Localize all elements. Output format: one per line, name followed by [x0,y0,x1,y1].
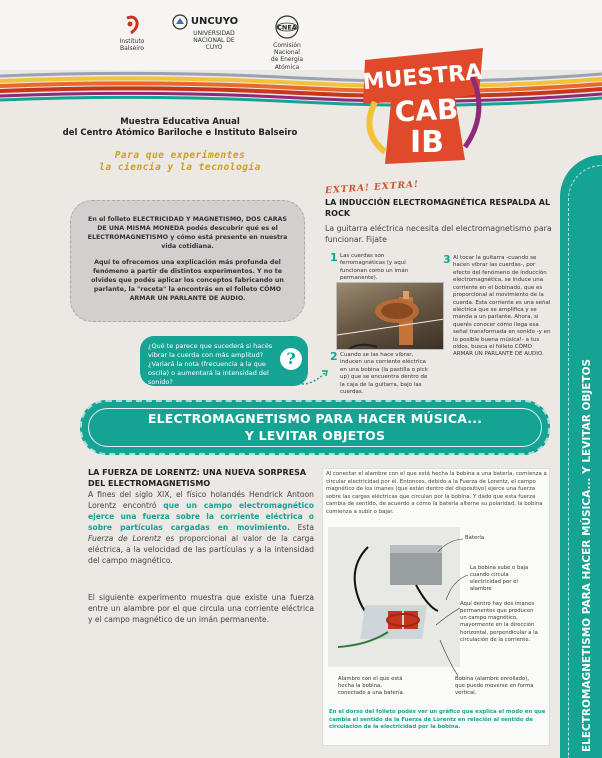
banner-line-2: Y LEVITAR OBJETOS [244,427,386,443]
uncuyo-line1: UNIVERSIDAD [193,30,235,37]
uncuyo-seal-icon [172,14,188,30]
instituto-balseiro-logo [112,14,152,52]
label-alambre: Alambre con el que está hecha la bobina, conectado a una batería. [338,676,405,697]
tagline [60,150,300,175]
ib-logo-line1: Instituto [119,38,145,45]
step-2-text: Cuando se las hace vibrar, inducen una corriente eléctrica en una bobina (la pastilla o pick up) que se encuentra dentro de la caja de la guitarra, bajo las cuerdas. [340,352,428,396]
extra-subtitle: La guitarra eléctrica necesita del electromagnetismo para funcionar. Fijate [325,224,552,244]
question-text: ¿Qué te parece que sucederá si hacés vibrar la cuerda con más amplitud? ¿Variará la nota (frecuencia a la que oscila) o aumentará la intensidad del sonido? [148,342,273,387]
lorentz-body-c: es proporcional al valor de la carga eléctrica, a la velocidad de las partículas y a la intensidad del campo magnético. [88,534,314,565]
uncuyo-name: UNCUYO [190,16,239,27]
muestra-cabib-logo [355,42,490,167]
lorentz-body-b: Esta [289,523,314,532]
section-banner-inner [88,408,542,447]
cnea-atom-icon [274,14,300,40]
step-3-number: 3 [443,253,451,266]
muestra-logo-line1: MUESTRA [361,59,484,96]
event-subtitle [60,117,300,140]
lorentz-title: LA FUERZA DE LORENTZ: UNA NUEVA SORPRESA DEL ELECTROMAGNETISMO [88,468,307,488]
guitar-step-2 [330,350,432,397]
guitar-step-1 [330,251,416,283]
subtitle-line1: Muestra Educativa Anual [120,117,240,127]
dotted-arrow-icon [300,368,330,388]
label-leader-lines [418,530,478,680]
label-imanes: Aquí dentro hay dos imanes permanentes que producen un campo magnético, mayormente en la dirección horizontal, perpendicular a la circulación de la corriente. [460,601,538,643]
decorative-stripes [0,70,602,108]
section-banner [80,400,550,455]
tagline-line2: la ciencia y la tecnología [99,162,261,174]
intro-paragraph-1: En el folleto ELECTRICIDAD Y MAGNETISMO, DOS CARAS DE UNA MISMA MONEDA podés descubrir qué es el ELECTROMAGNETISMO y cómo está presente en nuestra vida cotidiana. [87,216,288,251]
banner-line-1: ELECTROMAGNETISMO PARA HACER MÚSICA... [147,410,483,426]
intro-box [70,200,305,322]
step-1-number: 1 [330,251,338,264]
header [0,0,602,70]
tagline-line1: Para que experimentes [114,150,246,161]
lorentz-italic: Fuerza de Lorentz [88,534,161,543]
subtitle-line2: del Centro Atómico Bariloche e Instituto Balseiro [62,128,298,139]
muestra-logo-line3: IB [409,125,445,160]
side-band-text: ELECTROMAGNETISMO PARA HACER MÚSICA... Y LEVITAR OBJETOS [581,358,593,752]
cnea-line2: de Energía Atómica [270,56,304,71]
uncuyo-logo [170,14,240,52]
guitar-pickup-photo [336,282,444,350]
uncuyo-line2: NACIONAL DE CUYO [193,37,235,52]
label-bateria: Batería [465,535,485,541]
lorentz-body-2: El siguiente experimento muestra que existe una fuerza entre un alambre por el que circula una corriente eléctrica y el campo magnético de un imán permanente. [88,593,314,624]
lorentz-body-a: A fines del siglo XIX, el físico holandés Hendrick Antoon Lorentz encontró [88,490,314,510]
question-mark-icon: ? [280,348,302,370]
experiment-intro: Al conectar el alambre con el que está hecha la bobina a una batería, comienza a circular electricidad por él. Entonces, debido a la Fuerza de Lorentz, el campo magnético de los imanes (que están dentro del dispositivo) ejerce una fuerza sobre las cargas eléctricas que circulan por la bobina. Y dado que esta fuerza cambia de sentido, de acuerdo a cómo la batería alterne su polaridad, la bobina comienza a subir o bajar. [326,471,547,515]
step-3-text: Al tocar la guitarra -cuando se hacen vibrar las cuerdas-, por efecto del fenómeno de inducción electromagnética, se induce una corriente en el bobinado, que es proporcional al movimiento de la cuerda. Esta corriente es una señal eléctrica que se amplifica y se manda a un parlante. Ahora, si querés conocer cómo llega esa señal transformada en sonido -y en lo posible buena música!- a tus oídos, busca el folleto CÓMO ARMAR UN PARLANTE DE AUDIO. [453,255,551,358]
cnea-logo [262,14,312,71]
question-bubble [140,336,308,386]
label-bobina-sube: La bobina sube o baja cuando circula electricidad por el alambre [470,565,529,593]
step-2-number: 2 [330,350,338,363]
ib-logo-line2: Balseiro [120,45,144,53]
muestra-logo-line2: CAB [393,92,460,129]
intro-paragraph-2: Aquí te ofrecemos una explicación más profunda del fenómeno a partir de distintos experimentos. Y no te olvides que podés aplicar los conceptos fabricando un parlante, la "receta" la encontrás en el folleto CÓMO ARMAR UN PARLANTE DE AUDIO. [91,258,284,302]
cnea-mark-text: CNEA [277,23,297,32]
lorentz-body [88,489,314,566]
experiment-footer: En el dorso del folleto podés ver un gráfico que explica el modo en que cambia el sentido de la Fuerza de Lorentz en relación al sentido de circulación de la electricidad por la bobina. [329,709,546,731]
guitar-step-3 [443,253,553,359]
ib-logo-icon [121,14,143,36]
cnea-line1: Comisión Nacional [273,42,301,57]
label-bobina-enrollada: Bobina (alambre enrollado), que puede moverse en forma vertical. [455,676,534,697]
step-1-text: Las cuerdas son ferromagnéticas (y aquí funcionan como un imán permanente). [340,253,409,282]
extra-stamp: EXTRA! EXTRA! [324,179,420,197]
pickup-illustration [337,283,444,350]
lorentz-highlight: que un campo electromagnético ejerce una fuerza sobre la corriente eléctrica o sobre partículas cargadas en movimiento. [88,501,315,532]
extra-title: LA INDUCCIÓN ELECTROMAGNÉTICA RESPALDA AL ROCK [325,198,551,218]
